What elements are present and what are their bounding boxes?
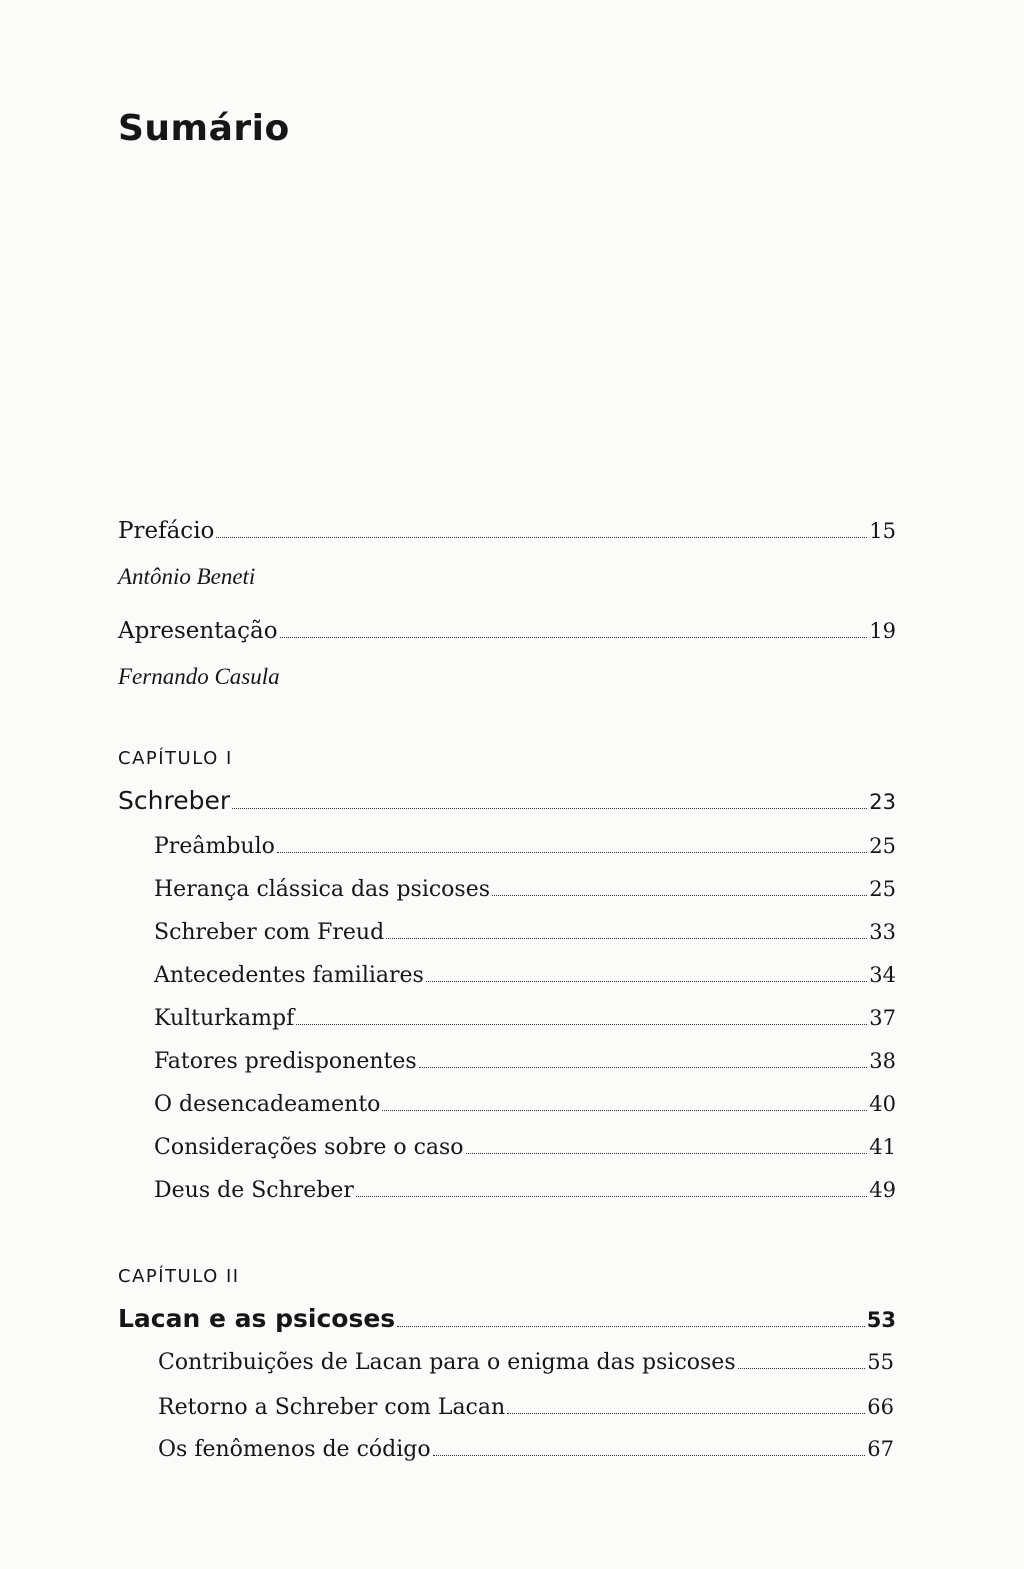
entry-page: 33 — [869, 920, 896, 944]
entry-author: Fernando Casula — [118, 664, 280, 689]
toc-section[interactable] — [158, 1395, 894, 1420]
dot-leader — [426, 981, 867, 982]
toc-section[interactable] — [154, 1006, 896, 1031]
dot-leader — [216, 537, 867, 538]
dot-leader — [356, 1196, 867, 1197]
entry-title: Deus de Schreber — [154, 1178, 354, 1203]
toc-entry-apresentacao[interactable] — [118, 618, 896, 644]
entry-author: Antônio Beneti — [118, 564, 256, 589]
entry-title: Kulturkampf — [154, 1006, 295, 1031]
dot-leader — [466, 1153, 868, 1154]
entry-page: 19 — [869, 619, 896, 643]
entry-title: Contribuições de Lacan para o enigma das psicoses — [158, 1350, 736, 1375]
entry-title: Apresentação — [118, 618, 278, 644]
entry-page: 38 — [869, 1049, 896, 1073]
entry-title: Schreber com Freud — [154, 920, 385, 945]
entry-page: 34 — [869, 963, 896, 987]
entry-page: 53 — [866, 1308, 896, 1332]
dot-leader — [419, 1067, 868, 1068]
dot-leader — [277, 852, 867, 853]
chapter-label: CAPÍTULO I — [118, 748, 233, 769]
toc-section[interactable] — [158, 1350, 894, 1375]
toc-section[interactable] — [158, 1437, 894, 1462]
chapter-title: Lacan e as psicoses — [118, 1304, 396, 1333]
entry-title: Herança clássica das psicoses — [154, 877, 491, 902]
entry-page: 66 — [867, 1395, 894, 1419]
dot-leader — [433, 1455, 866, 1456]
entry-title: Fatores predisponentes — [154, 1049, 417, 1074]
toc-section[interactable] — [154, 877, 896, 902]
entry-title: Preâmbulo — [154, 834, 275, 859]
entry-page: 40 — [869, 1092, 896, 1116]
dot-leader — [507, 1413, 865, 1414]
entry-page: 41 — [869, 1135, 896, 1159]
entry-page: 55 — [867, 1350, 894, 1374]
entry-title: Considerações sobre o caso — [154, 1135, 464, 1160]
dot-leader — [738, 1368, 866, 1369]
entry-title: Retorno a Schreber com Lacan — [158, 1395, 506, 1420]
toc-entry-prefacio[interactable] — [118, 518, 896, 544]
toc-section[interactable] — [154, 1135, 896, 1160]
entry-page: 25 — [869, 834, 896, 858]
toc-chapter-1[interactable] — [118, 786, 896, 815]
dot-leader — [232, 808, 867, 809]
page-title: Sumário — [118, 108, 290, 149]
entry-page: 15 — [869, 519, 896, 543]
entry-page: 37 — [869, 1006, 896, 1030]
entry-page: 23 — [869, 790, 896, 814]
dot-leader — [280, 637, 868, 638]
chapter-title: Schreber — [118, 786, 231, 815]
entry-page: 25 — [869, 877, 896, 901]
entry-title: O desencadeamento — [154, 1092, 381, 1117]
toc-section[interactable] — [154, 963, 896, 988]
toc-section[interactable] — [154, 1178, 896, 1203]
toc-section[interactable] — [154, 1049, 896, 1074]
dot-leader — [397, 1326, 865, 1327]
dot-leader — [492, 895, 867, 896]
entry-page: 67 — [867, 1437, 894, 1461]
toc-section[interactable] — [154, 834, 896, 859]
entry-page: 49 — [869, 1178, 896, 1202]
entry-title: Os fenômenos de código — [158, 1437, 431, 1462]
toc-section[interactable] — [154, 920, 896, 945]
toc-chapter-2[interactable] — [118, 1304, 896, 1333]
dot-leader — [386, 938, 867, 939]
entry-title: Prefácio — [118, 518, 215, 544]
entry-title: Antecedentes familiares — [154, 963, 424, 988]
toc-section[interactable] — [154, 1092, 896, 1117]
dot-leader — [382, 1110, 867, 1111]
chapter-label: CAPÍTULO II — [118, 1266, 240, 1287]
dot-leader — [296, 1024, 867, 1025]
